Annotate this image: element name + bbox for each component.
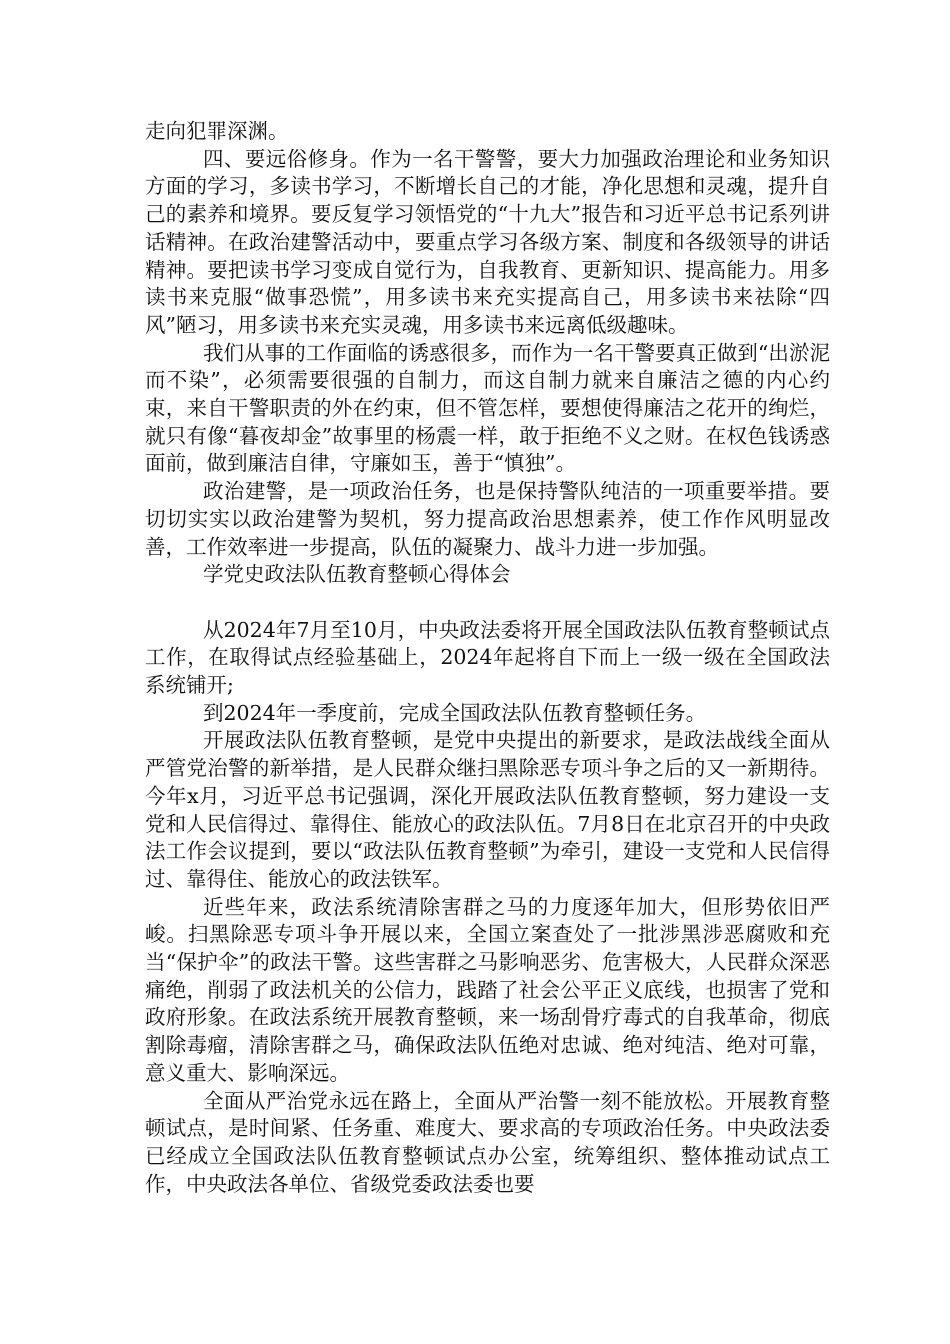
- paragraph: 到2024年一季度前，完成全国政法队伍教育整顿任务。: [203, 700, 707, 725]
- paragraph: 全面从严治党永远在路上，全面从严治警一刻不能放松。开展教育整顿试点，是时间紧、任务重、难度大、要求高的专项政治任务。中央政法委已经成立全国政法队伍教育整顿试点办公室，统筹组织、整体推动试点工作，中央政法各单位、省级党委政法委也要: [145, 1088, 830, 1196]
- paragraph: 开展政法队伍教育整顿，是党中央提出的新要求，是政法战线全面从严管党治警的新举措，是人民群众继扫黑除恶专项斗争之后的又一新期待。今年x月，习近平总书记强调，深化开展政法队伍教育整顿，努力建设一支党和人民信得过、靠得住、能放心的政法队伍。7月8日在北京召开的中央政法工作会议提到，要以“政法队伍教育整顿”为牵引，建设一支党和人民信得过、靠得住、能放心的政法铁军。: [145, 728, 830, 891]
- paragraph: 近些年来，政法系统清除害群之马的力度逐年加大，但形势依旧严峻。扫黑除恶专项斗争开展以来，全国立案查处了一批涉黑涉恶腐败和充当“保护伞”的政法干警。这些害群之马影响恶劣、危害极大，人民群众深恶痛绝，削弱了政法机关的公信力，践踏了社会公平正义底线，也损害了党和政府形象。在政法系统开展教育整顿，来一场刮骨疗毒式的自我革命，彻底割除毒瘤，清除害群之马，确保政法队伍绝对忠诚、绝对纯洁、绝对可靠，意义重大、影响深远。: [145, 894, 830, 1085]
- paragraph: 政治建警，是一项政治任务，也是保持警队纯洁的一项重要举措。要切切实实以政治建警为契机，努力提高政治思想素养，使工作作风明显改善，工作效率进一步提高，队伍的凝聚力、战斗力进一步加强。: [145, 479, 830, 559]
- section-title: 学党史政法队伍教育整顿心得体会: [203, 562, 511, 587]
- paragraph: 我们从事的工作面临的诱惑很多，而作为一名干警要真正做到“出淤泥而不染”，必须需要很强的自制力，而这自制力就来自廉洁之德的内心约束，来自干警职责的外在约束，但不管怎样，要想使得廉洁之花开的绚烂，就只有像“暮夜却金”故事里的杨震一样，敢于拒绝不义之财。在权色钱诱惑面前，做到廉洁自律，守廉如玉，善于“慎独”。: [145, 340, 830, 476]
- blank-line: [145, 589, 830, 617]
- paragraph: 走向犯罪深渊。: [145, 119, 289, 143]
- document-page: [145, 118, 830, 1198]
- paragraph: 从2024年7月至10月，中央政法委将开展全国政法队伍教育整顿试点工作，在取得试点经验基础上，2024年起将自下而上一级一级在全国政法系统铺开;: [145, 617, 830, 698]
- paragraph: 四、要远俗修身。作为一名干警警，要大力加强政治理论和业务知识方面的学习，多读书学习，不断增长自己的才能，净化思想和灵魂，提升自己的素养和境界。要反复学习领悟党的“十九大”报告和习近平总书记系列讲话精神。在政治建警活动中，要重点学习各级方案、制度和各级领导的讲话精神。要把读书学习变成自觉行为，自我教育、更新知识、提高能力。用多读书来克服“做事恐慌”，用多读书来充实提高自己，用多读书来祛除“四风”陋习，用多读书来充实灵魂，用多读书来远离低级趣味。: [145, 146, 830, 337]
